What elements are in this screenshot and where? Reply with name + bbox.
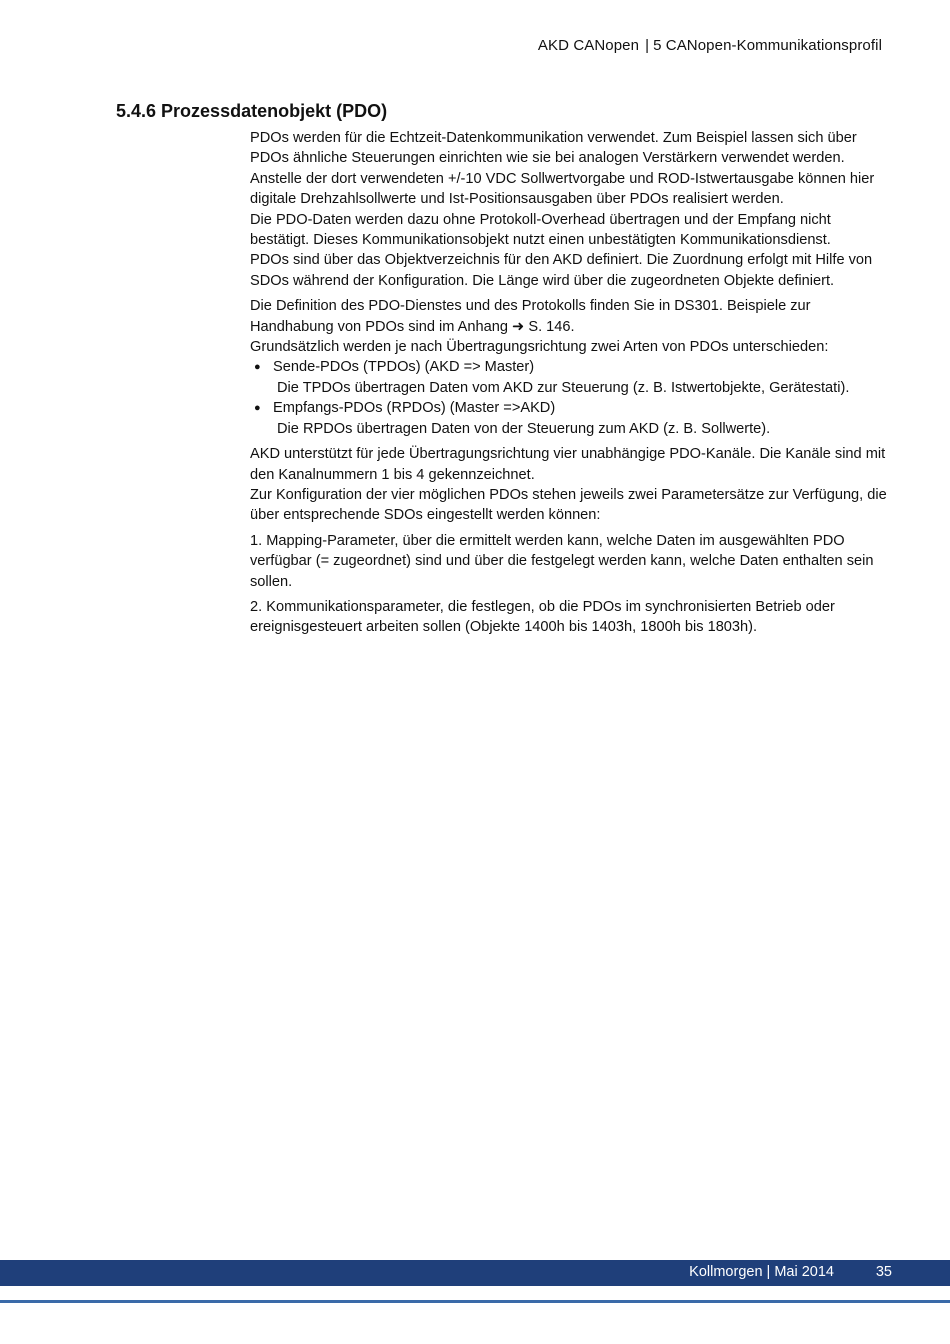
list-item-description: Die RPDOs übertragen Daten von der Steuerung zum AKD (z. B. Sollwerte). <box>277 420 771 437</box>
paragraph-pdo-intro: PDOs werden für die Echtzeit-Datenkommunikation verwendet. Zum Beispiel lassen sich über PDOs ähnliche Steuerungen einrichten wie sie bei analogen Verstärkern verwendet werden. Anstelle der dort verwendeten +/-10 VDC Sollwertvorgabe und ROD-Istwertausgabe können hier digitale Drehzahlsollwerte und Ist-Positionsausgaben über PDOs realisiert werden. <box>250 130 875 208</box>
header-separator: | <box>645 37 650 54</box>
header-chapter: 5 CANopen-Kommunikationsprofil <box>653 37 882 54</box>
header-doc-title: AKD CANopen <box>537 37 640 54</box>
section-title: 5.4.6 Prozessdatenobjekt (PDO) <box>116 101 388 121</box>
paragraph-pdo-transfer: Die PDO-Daten werden dazu ohne Protokoll-Overhead übertragen und der Empfang nicht bestätigt. Dieses Kommunikationsobjekt nutzt einen unbestätigten Kommunikationsdienst. <box>250 211 831 249</box>
page-number: 35 <box>875 1264 892 1280</box>
page-reference-link[interactable]: S. 146. <box>524 318 575 335</box>
paragraph-ds301 <box>250 296 890 337</box>
paragraph-pdo-types: Grundsätzlich werden je nach Übertragungsrichtung zwei Arten von PDOs unterschieden: <box>250 339 829 356</box>
paragraph-parameter-sets: Zur Konfiguration der vier möglichen PDOs stehen jeweils zwei Parametersätze zur Verfügung, die über entsprechende SDOs eingestellt werden können: <box>250 486 887 524</box>
list-item-title: Empfangs-PDOs (RPDOs) (Master =>AKD) <box>273 400 556 417</box>
list-item-rpdo <box>250 398 890 439</box>
body-text <box>250 128 890 643</box>
running-header <box>538 37 882 54</box>
arrow-right-icon: ➜ <box>512 318 525 335</box>
footer-divider <box>0 1300 950 1303</box>
footer-bar <box>0 1260 950 1286</box>
paragraph-mapping-parameter: 1. Mapping-Parameter, über die ermittelt werden kann, welche Daten im ausgewählten PDO verfügbar (= zugeordnet) sind und über die festgelegt werden kann, welche Daten enthalten sein sollen. <box>250 532 874 590</box>
paragraph-communication-parameter: 2. Kommunikationsparameter, die festlegen, ob die PDOs im synchronisierten Betrieb oder ereignisgesteuert arbeiten sollen (Objekte 1400h bis 1403h, 1800h bis 1803h). <box>250 598 835 636</box>
list-item-description: Die TPDOs übertragen Daten vom AKD zur Steuerung (z. B. Istwertobjekte, Gerätestati). <box>277 379 850 396</box>
list-item-tpdo <box>250 357 890 398</box>
footer-publisher-date: Kollmorgen | Mai 2014 <box>689 1264 834 1280</box>
ds301-text: Die Definition des PDO-Dienstes und des Protokolls finden Sie in DS301. Beispiele zur Handhabung von PDOs sind im Anhang <box>250 298 811 335</box>
list-item-title: Sende-PDOs (TPDOs) (AKD => Master) <box>273 359 535 376</box>
pdo-type-list <box>250 357 890 439</box>
paragraph-pdo-definition: PDOs sind über das Objektverzeichnis für den AKD definiert. Die Zuordnung erfolgt mit Hilfe von SDOs während der Konfiguration. Die Länge wird über die zugeordneten Objekte definiert. <box>250 252 873 289</box>
bullet-icon: ● <box>254 402 261 415</box>
paragraph-channels: AKD unterstützt für jede Übertragungsrichtung vier unabhängige PDO-Kanäle. Die Kanäle sind mit den Kanalnummern 1 bis 4 gekennzeichnet. <box>250 446 886 483</box>
bullet-icon: ● <box>254 361 261 374</box>
